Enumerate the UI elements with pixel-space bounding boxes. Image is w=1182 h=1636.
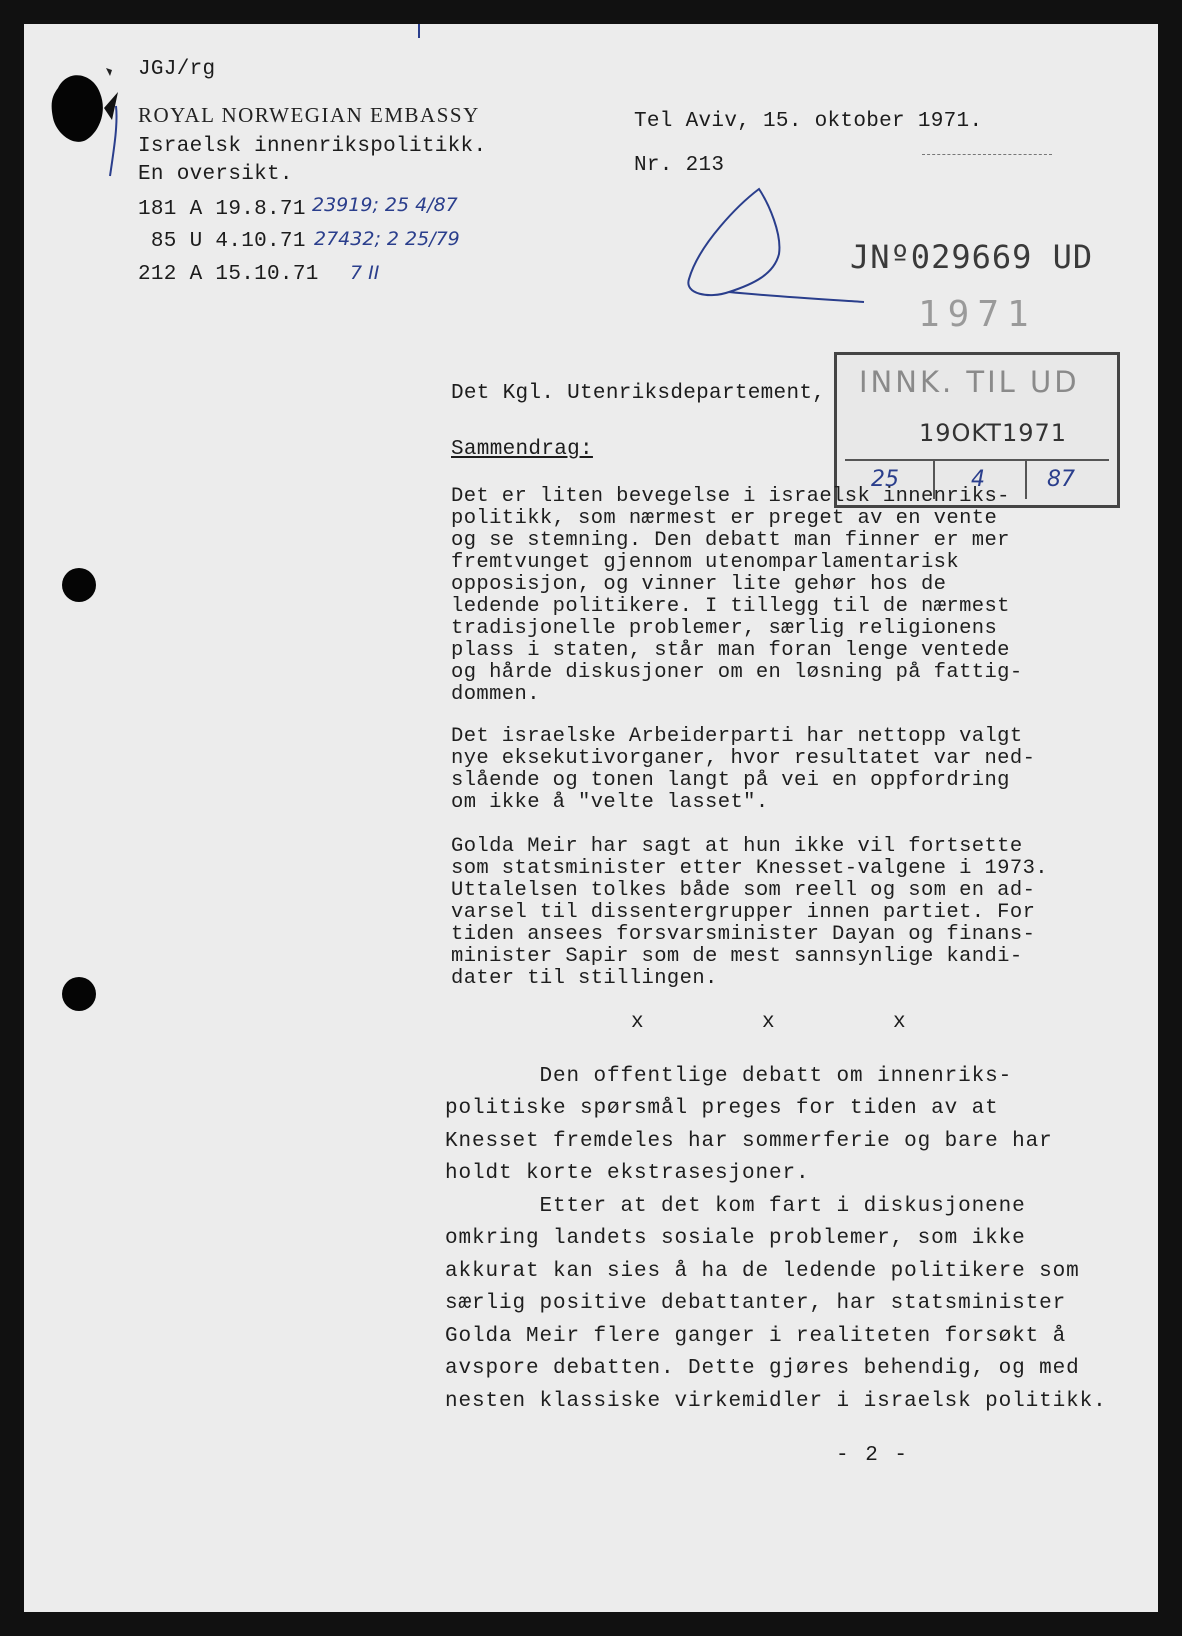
received-stamp-cell-3: 87 bbox=[1047, 467, 1075, 492]
sender-name: ROYAL NORWEGIAN EMBASSY bbox=[138, 103, 480, 127]
date-rule bbox=[922, 154, 1052, 155]
page-number: - 2 - bbox=[836, 1444, 910, 1467]
body-line: nesten klassiske virkemidler i israelsk politikk. bbox=[445, 1390, 1107, 1413]
body-line: akkurat kan sies å ha de ledende politikere som bbox=[445, 1260, 1080, 1283]
summary-line: ledende politikere. I tillegg til de nærmest bbox=[451, 595, 1010, 618]
received-stamp-title: INNK. TIL UD bbox=[859, 365, 1080, 399]
received-stamp-cell-2: 4 bbox=[971, 467, 985, 492]
summary-line: og hårde diskusjoner om en løsning på fattig- bbox=[451, 661, 1023, 684]
subject-line-2: En oversikt. bbox=[138, 163, 293, 186]
document-page bbox=[24, 24, 1158, 1612]
recipient: Det Kgl. Utenriksdepartement, bbox=[451, 382, 826, 405]
summary-line: Uttalelsen tolkes både som reell og som en ad- bbox=[451, 879, 1036, 902]
summary-line: tradisjonelle problemer, særlig religionens bbox=[451, 617, 998, 640]
received-stamp-cell-1: 25 bbox=[871, 467, 899, 492]
subject-line-1: Israelsk innenrikspolitikk. bbox=[138, 135, 487, 158]
reference-line-3: 212 A 15.10.71 bbox=[138, 263, 319, 286]
place-and-date: Tel Aviv, 15. oktober 1971. bbox=[634, 110, 983, 133]
summary-line: dater til stillingen. bbox=[451, 967, 718, 990]
handwritten-loop-mark bbox=[679, 184, 869, 309]
summary-line: Golda Meir har sagt at hun ikke vil fortsette bbox=[451, 835, 1023, 858]
reference-annotation-1: 23919; 25 4/87 bbox=[312, 194, 458, 216]
journal-stamp: JNº029669 UD bbox=[850, 238, 1094, 276]
summary-line: Det israelske Arbeiderparti har nettopp valgt bbox=[451, 725, 1023, 748]
summary-line: nye eksekutivorganer, hvor resultatet var ned- bbox=[451, 747, 1036, 770]
summary-line: plass i staten, står man foran lenge ventede bbox=[451, 639, 1010, 662]
summary-line: varsel til dissentergrupper innen partiet. For bbox=[451, 901, 1036, 924]
summary-line: politikk, som nærmest er preget av en vente bbox=[451, 507, 998, 530]
body-line: Etter at det kom fart i diskusjonene bbox=[445, 1195, 1026, 1218]
reference-line-2: 85 U 4.10.71 bbox=[138, 230, 306, 253]
summary-line: Det er liten bevegelse i israelsk innenriks- bbox=[451, 485, 1010, 508]
pen-tick-top bbox=[414, 24, 424, 44]
reference-initials: JGJ/rg bbox=[138, 58, 216, 81]
summary-line: slående og tonen langt på vei en oppfordring bbox=[451, 769, 1010, 792]
body-line: omkring landets sosiale problemer, som ikke bbox=[445, 1227, 1026, 1250]
summary-line: tiden ansees forsvarsminister Dayan og finans- bbox=[451, 923, 1036, 946]
body-line: holdt korte ekstrasesjoner. bbox=[445, 1162, 810, 1185]
section-separator: x x x bbox=[631, 1011, 907, 1034]
summary-heading: Sammendrag: bbox=[451, 438, 593, 461]
body-line: Knesset fremdeles har sommerferie og bare har bbox=[445, 1130, 1053, 1153]
reference-annotation-2: 27432; 2 25/79 bbox=[314, 228, 460, 250]
summary-line: om ikke å "velte lasset". bbox=[451, 791, 769, 814]
document-number: Nr. 213 bbox=[634, 154, 725, 177]
received-stamp-date: 19OKT1971 bbox=[919, 419, 1068, 447]
summary-line: fremtvunget gjennom utenomparlamentarisk bbox=[451, 551, 960, 574]
summary-line: opposisjon, og vinner lite gehør hos de bbox=[451, 573, 947, 596]
received-stamp-rule bbox=[845, 459, 1109, 461]
body-line: politiske spørsmål preges for tiden av at bbox=[445, 1097, 999, 1120]
journal-stamp-year: 1971 bbox=[918, 294, 1037, 335]
punch-hole-top bbox=[62, 568, 96, 602]
body-line: særlig positive debattanter, har statsminister bbox=[445, 1292, 1067, 1315]
reference-annotation-3: 7 II bbox=[350, 262, 380, 284]
body-line: Golda Meir flere ganger i realiteten forsøkt å bbox=[445, 1325, 1067, 1348]
summary-line: minister Sapir som de mest sannsynlige kandi- bbox=[451, 945, 1023, 968]
summary-line: som statsminister etter Knesset-valgene i 1973. bbox=[451, 857, 1048, 880]
summary-line: dommen. bbox=[451, 683, 540, 706]
punch-hole-bottom bbox=[62, 977, 96, 1011]
pen-stroke-mark bbox=[104, 104, 124, 184]
reference-line-1: 181 A 19.8.71 bbox=[138, 198, 306, 221]
body-line: Den offentlige debatt om innenriks- bbox=[445, 1065, 1013, 1088]
summary-line: og se stemning. Den debatt man finner er mer bbox=[451, 529, 1010, 552]
body-line: avspore debatten. Dette gjøres behendig, og med bbox=[445, 1357, 1080, 1380]
received-stamp-divider-2 bbox=[1025, 459, 1027, 499]
